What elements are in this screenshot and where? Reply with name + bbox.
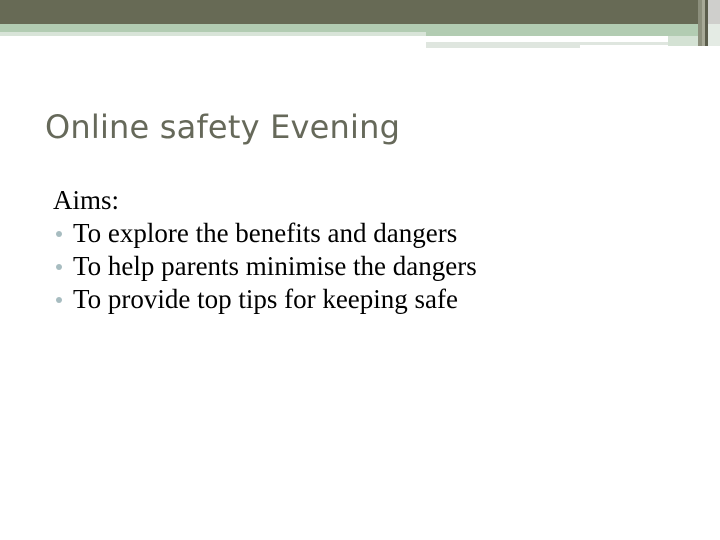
banner-vertical-stripe-5: [708, 24, 720, 46]
banner-green-band-right: [426, 32, 698, 36]
banner-light-strip-1: [426, 42, 580, 48]
bullet-icon: [56, 297, 62, 303]
bullet-item: [53, 250, 477, 283]
bullet-icon: [56, 231, 62, 237]
banner-green-band: [0, 24, 698, 32]
banner-light-band: [0, 32, 426, 36]
bullet-text: To explore the benefits and dangers: [73, 218, 458, 248]
slide-body: [53, 184, 477, 316]
banner-dark-band: [0, 0, 700, 24]
bullet-item: [53, 217, 477, 250]
bullet-text: To help parents minimise the dangers: [73, 251, 477, 281]
bullet-text: To provide top tips for keeping safe: [73, 284, 459, 314]
aims-heading: Aims:: [53, 185, 120, 215]
bullet-item: [53, 283, 477, 316]
slide-title: Online safety Evening: [45, 108, 401, 146]
bullet-icon: [56, 264, 62, 270]
